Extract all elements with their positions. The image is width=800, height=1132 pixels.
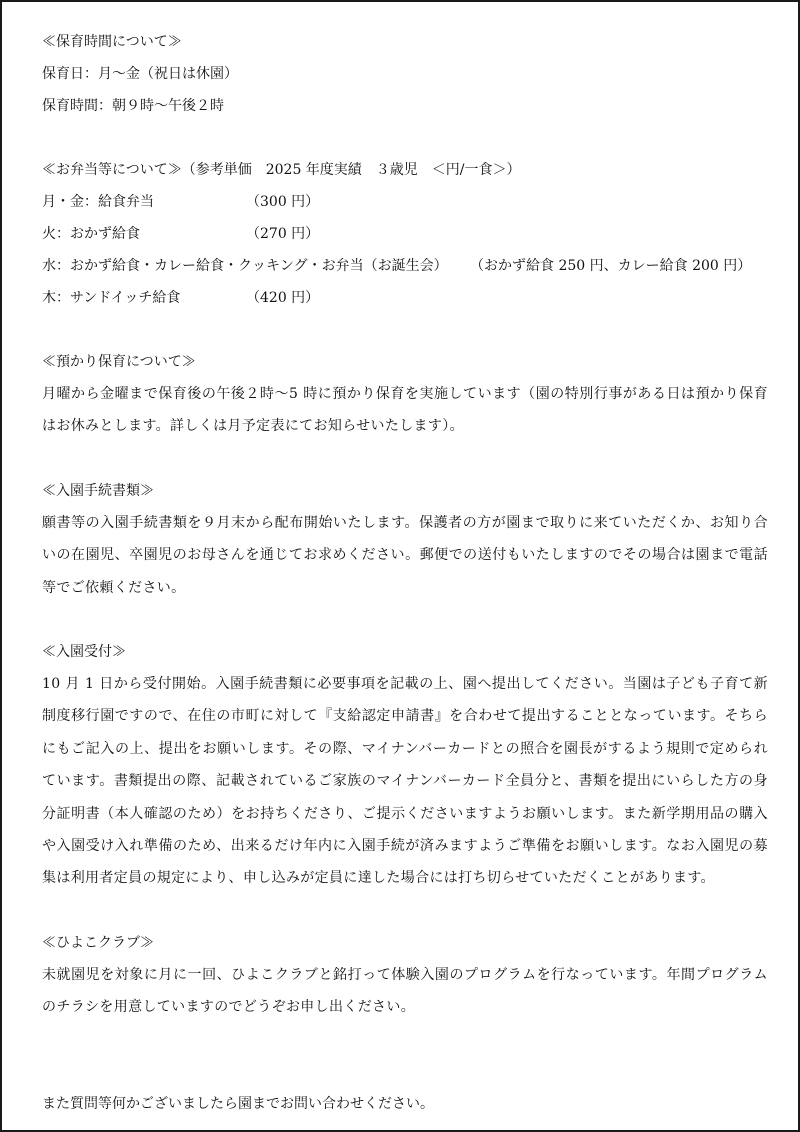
lunch-row: [42, 186, 768, 218]
documents-section: [42, 475, 768, 604]
lunch-row-price: （270 円）: [246, 226, 320, 242]
hiyoko-text: 未就園児を対象に月に一回、ひよこクラブと銘打って体験入園のプログラムを行なっています。年間プログラムのチラシを用意していますのでどうぞお申し出ください。: [42, 966, 768, 1016]
documents-heading: ≪入園手続書類≫: [42, 482, 154, 499]
lunch-row-label: 木：サンドイッチ給食: [42, 290, 181, 306]
lunch-row: [42, 250, 768, 282]
lunch-heading: ≪お弁当等について≫（参考単価 2025 年度実績 ３歳児 ＜円/一食＞）: [42, 162, 521, 178]
lunch-row-label: 月・金：給食弁当: [42, 194, 154, 210]
lunch-row: [42, 282, 768, 314]
hours-heading: ≪保育時間について≫: [42, 34, 182, 50]
closing-text: また質問等何かございましたら園までお問い合わせください。: [42, 1095, 434, 1112]
extended-care-section: [42, 346, 768, 443]
admission-text: 10 月 1 日から受付開始。入園手続書類に必要事項を記載の上、園へ提出してください。当園は子ども子育て新制度移行園ですので、在住の市町に対して『支給認定申請書』を合わせて提出することとなっています。そちらにもご記入の上、提出をお願いします。その際、マイナンバーカードとの照合を園長がするよう規則で定められています。書類提出の際、記載されているご家族のマイナンバーカード全員分と、書類を提出にいらした方の身分証明書（本人確認のため）をお持ちくださり、ご提示くださいますようお願いします。また新学期用品の購入や入園受け入れ準備のため、出来るだけ年内に入園手続が済みますようご準備をお願いします。なお入園児の募集は利用者定員の規定により、申し込みが定員に達した場合には打ち切らせていただくことがあります。: [42, 676, 768, 887]
documents-text: 願書等の入園手続書類を９月末から配布開始いたします。保護者の方が園まで取りに来ていただくか、お知り合いの在園児、卒園児のお母さんを通じてお求めください。郵便での送付もいたしますのでその場合は園まで電話等でご依頼ください。: [42, 514, 768, 596]
spacer: [42, 895, 768, 927]
extended-care-text: 月曜から金曜まで保育後の午後２時～5 時に預かり保育を実施しています（園の特別行事がある日は預かり保育はお休みとします。詳しくは月予定表にてお知らせいたします）。: [42, 386, 768, 435]
lunch-row-price: （おかず給食 250 円、カレー給食 200 円）: [470, 258, 752, 274]
spacer: [42, 604, 768, 636]
lunch-row-label: 水：おかず給食・カレー給食・クッキング・お弁当（お誕生会）: [42, 258, 448, 274]
spacer: [42, 443, 768, 475]
hours-days: 保育日：月～金（祝日は休園）: [42, 66, 238, 82]
hours-time: 保育時間：朝９時～午後２時: [42, 98, 224, 114]
lunch-section: [42, 154, 768, 314]
lunch-row-price: （420 円）: [246, 290, 320, 306]
lunch-row: [42, 218, 768, 250]
admission-section: [42, 636, 768, 895]
spacer: [42, 122, 768, 154]
spacer: [42, 314, 768, 346]
spacer: [42, 1024, 768, 1088]
hiyoko-heading: ≪ひよこクラブ≫: [42, 934, 154, 951]
hiyoko-section: [42, 927, 768, 1024]
extended-care-heading: ≪預かり保育について≫: [42, 354, 196, 370]
admission-heading: ≪入園受付≫: [42, 644, 126, 661]
lunch-row-label: 火：おかず給食: [42, 226, 140, 242]
hours-section: [42, 26, 768, 122]
lunch-row-price: （300 円）: [246, 194, 320, 210]
